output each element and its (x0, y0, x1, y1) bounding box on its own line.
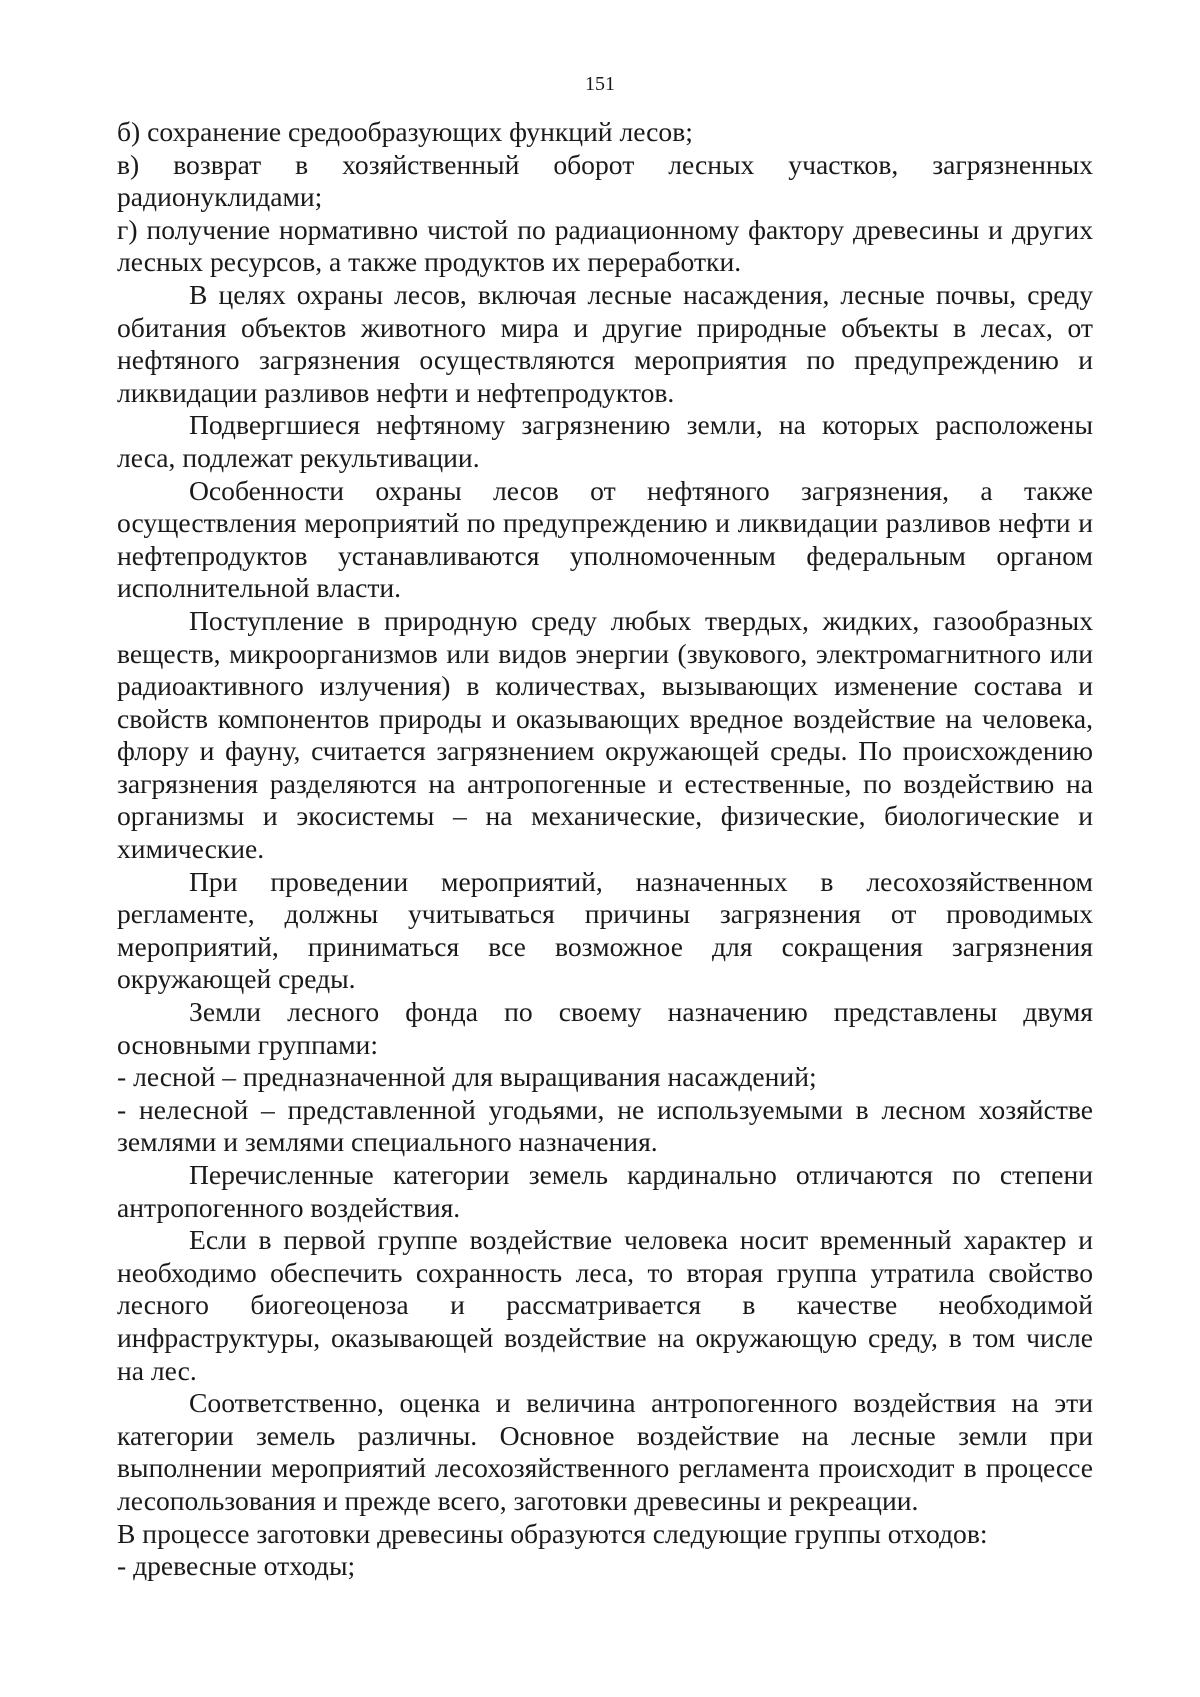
paragraph-oil-pollution-protection: В целях охраны лесов, включая лесные насаждения, лесные почвы, среду обитания объектов животного мира и другие природные объекты в лесах, от нефтяного загрязнения осуществляются мероприятия по предупреждению и ликвидации разливов нефти и нефтепродуктов. (117, 278, 1093, 408)
paragraph-first-group: Если в первой группе воздействие человека носит временный характер и необходимо обеспечить сохранность леса, то вторая группа утратила свойство лесного биогеоценоза и рассматривается в качестве необходимой инфраструктуры, оказывающей воздействие на окружающую среду, в том числе на лес. (117, 1224, 1093, 1386)
paragraph-item-b: б) сохранение средообразующих функций лесов; (117, 116, 693, 147)
paragraph-land-groups: Земли лесного фонда по своему назначению представлены двумя основными группами: (117, 996, 1093, 1060)
list-item-non-forest-land: - нелесной – представленной угодьями, не используемыми в лесном хозяйстве землями и землями специального назначения. (117, 1093, 1093, 1158)
paragraph-item-v: в) возврат в хозяйственный оборот лесных участков, загрязненных радионуклидами; (117, 148, 1093, 213)
paragraph-recultivation: Подвергшиеся нефтяному загрязнению земли, на которых расположены леса, подлежат рекультивации. (117, 409, 1093, 473)
page-number: 151 (585, 73, 615, 95)
list-item-wood-waste: - древесные отходы; (117, 1550, 356, 1582)
list-item-forest-land: - лесной – предназначенной для выращивания насаждений; (117, 1061, 817, 1093)
paragraph-pollution-definition: Поступление в природную среду любых твердых, жидких, газообразных веществ, микроорганизмов или видов энергии (звукового, электромагнитного или радиоактивного излучения) в количествах, вызывающих изменение состава и свойств компонентов природы и оказывающих вредное воздействие на человека, флору и фауну, считается загрязнением окружающей среды. По происхождению загрязнения разделяются на антропогенные и естественные, по воздействию на организмы и экосистемы – на механические, физические, биологические и химические. (117, 604, 1093, 865)
paragraph-waste-groups: В процессе заготовки древесины образуются следующие группы отходов: (117, 1517, 988, 1549)
document-body (117, 116, 1093, 1583)
paragraph-impact-assessment: Соответственно, оценка и величина антропогенного воздействия на эти категории земель различны. Основное воздействие на лесные земли при выполнении мероприятий лесохозяйственного регламента происходит в процессе лесопользования и прежде всего, заготовки древесины и рекреации. (117, 1387, 1093, 1516)
paragraph-land-categories: Перечисленные категории земель кардинально отличаются по степени антропогенного воздействия. (117, 1159, 1093, 1223)
paragraph-measures: При проведении мероприятий, назначенных в лесохозяйственном регламенте, должны учитываться причины загрязнения от проводимых мероприятий, приниматься все возможное для сокращения загрязнения окружающей среды. (117, 865, 1093, 995)
paragraph-protection-features: Особенности охраны лесов от нефтяного загрязнения, а также осуществления мероприятий по предупреждению и ликвидации разливов нефти и нефтепродуктов устанавливаются уполномоченным федеральным органом исполнительной власти. (117, 474, 1093, 604)
paragraph-item-g: г) получение нормативно чистой по радиационному фактору древесины и других лесных ресурсов, а также продуктов их переработки. (117, 213, 1093, 278)
